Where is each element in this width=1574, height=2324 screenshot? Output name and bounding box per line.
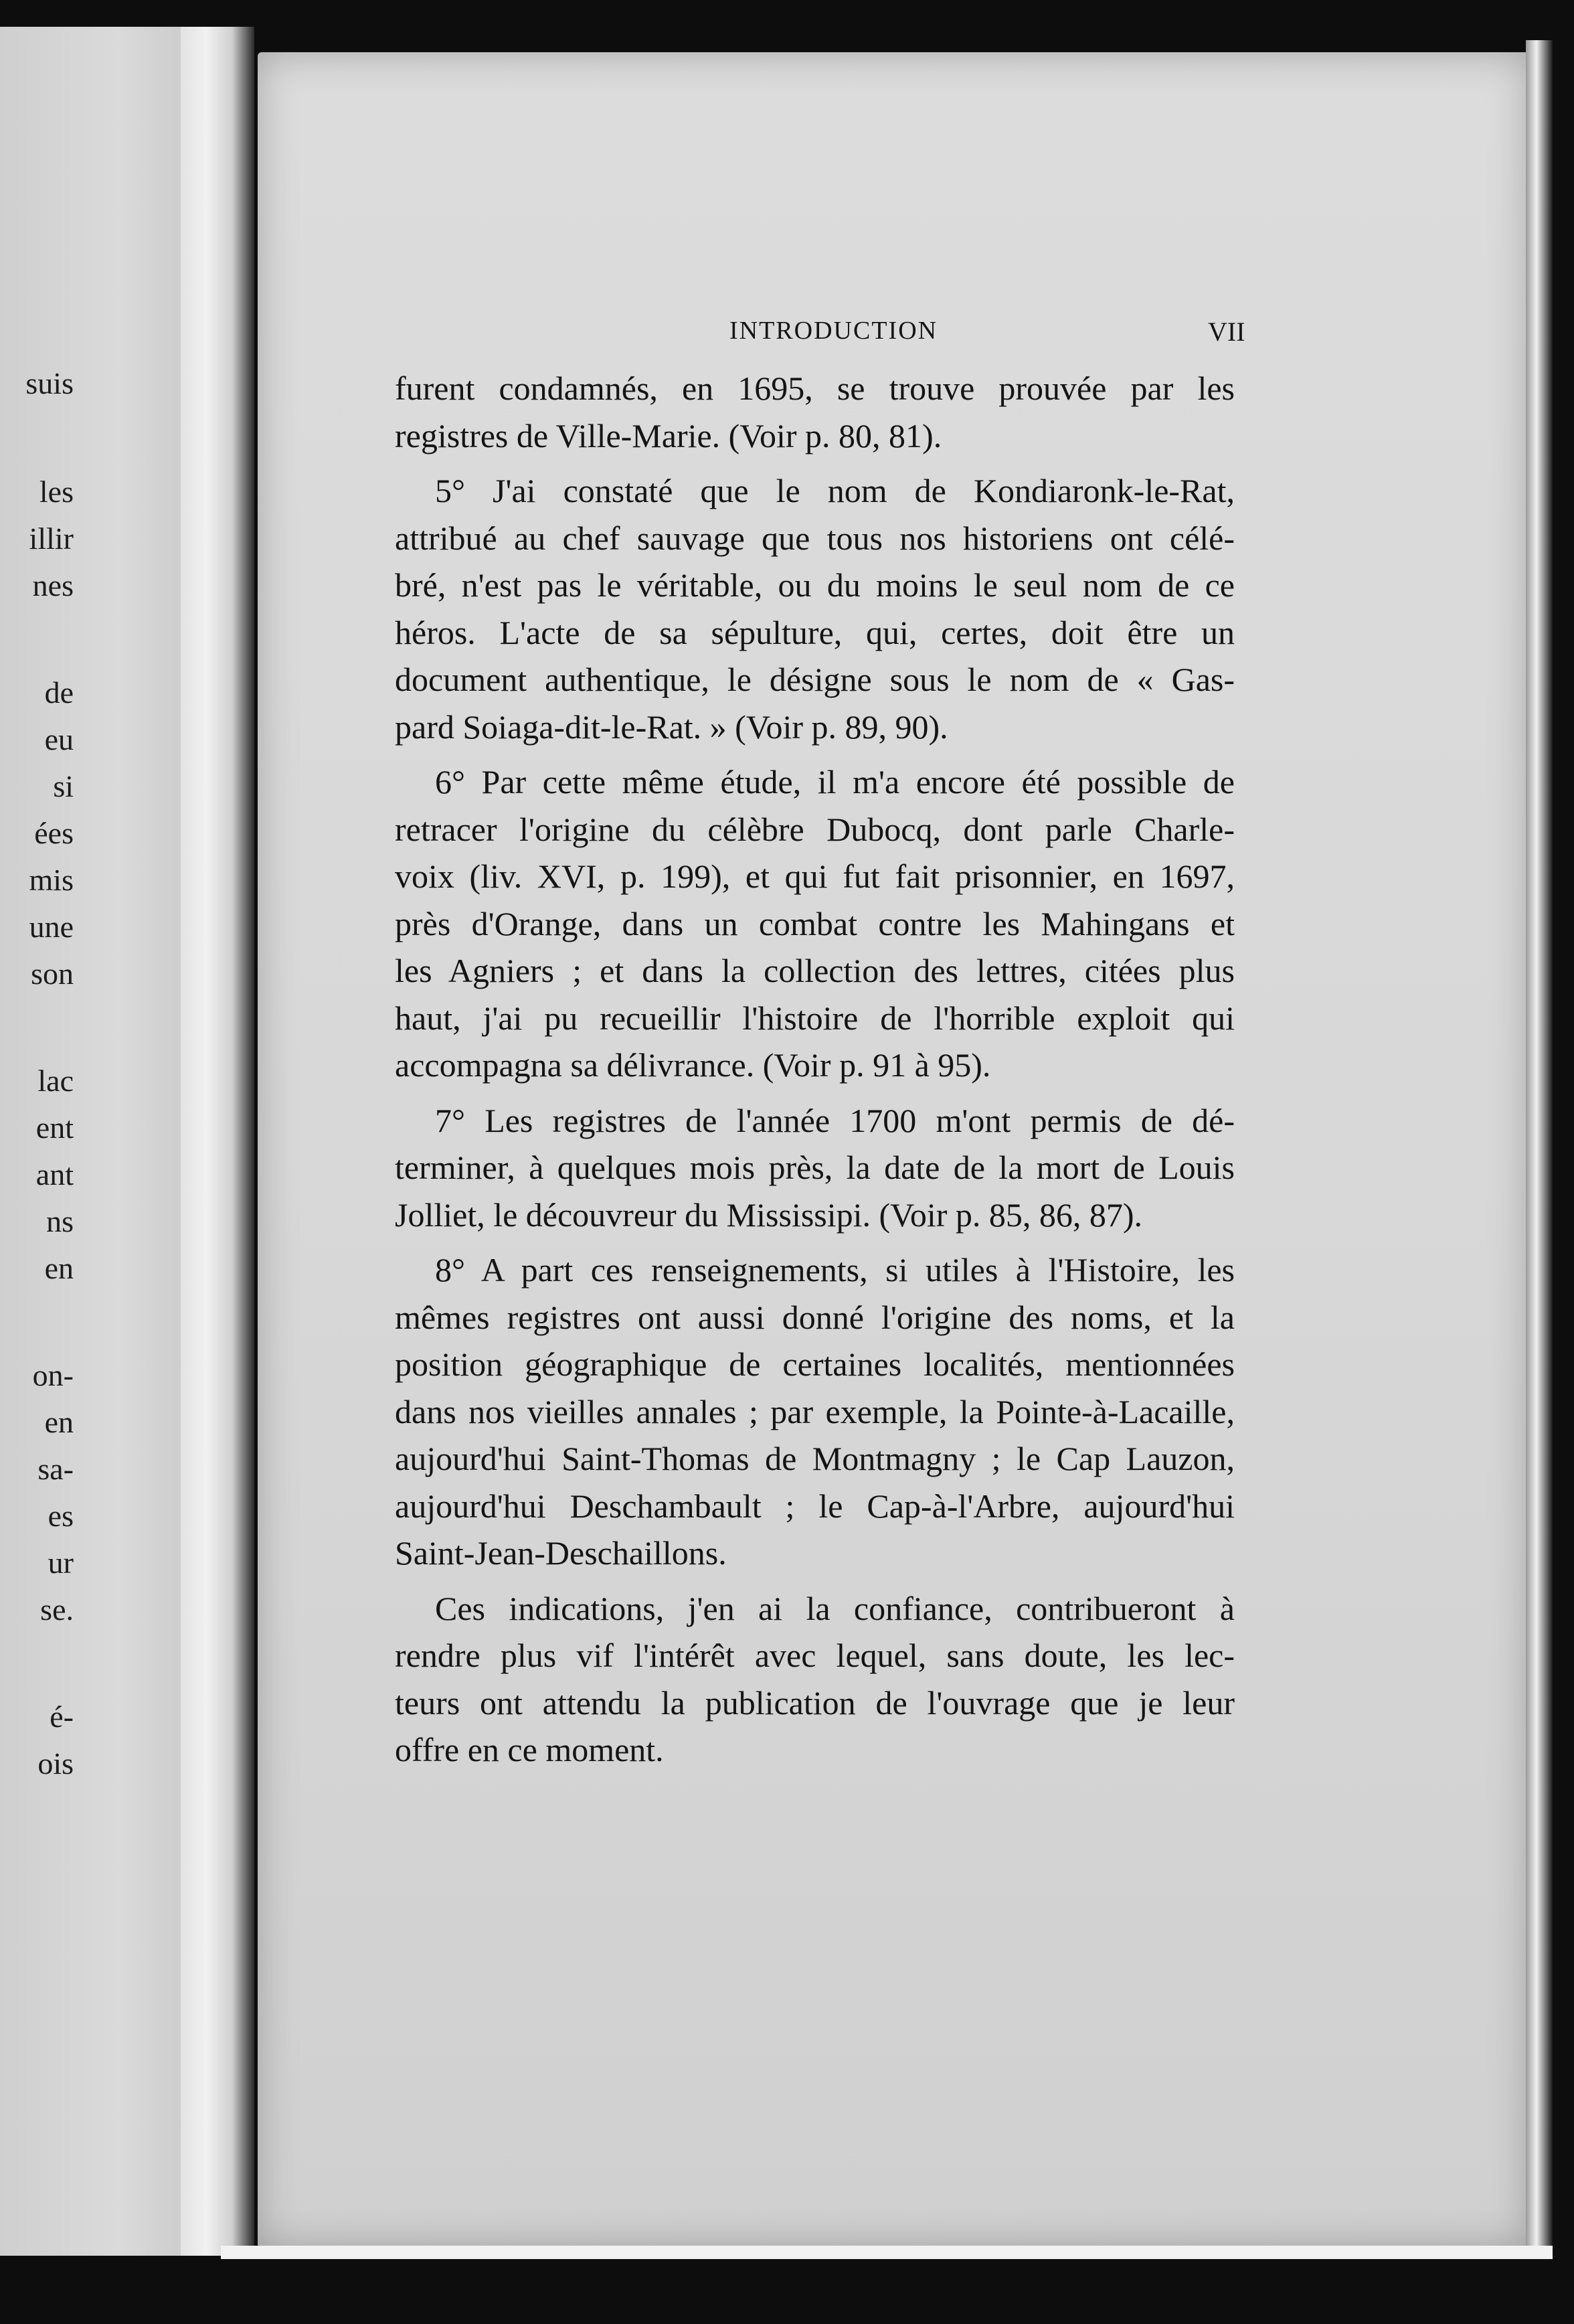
text-line: terminer, à quelques mois près, la date de la mort de Louis [395, 1149, 1235, 1186]
page-gutter-fold [181, 27, 254, 2256]
left-page-fragment: nes [32, 568, 74, 602]
left-page-fragment: ns [46, 1204, 74, 1238]
text-line: aujourd'hui Saint-Thomas de Montmagny ; le Cap Lauzon, [395, 1440, 1235, 1477]
text-line: 5° J'ai constaté que le nom de Kondiaronk-le-Rat, [435, 472, 1235, 509]
left-page-fragment: on- [32, 1358, 74, 1392]
left-page-fragment: en [44, 1251, 74, 1285]
text-line: registres de Ville-Marie. (Voir p. 80, 81). [395, 416, 942, 454]
left-page-fragment: en [44, 1405, 74, 1439]
left-page-fragment: mis [29, 863, 74, 897]
paragraph [395, 365, 1235, 459]
left-page-fragment: sa- [37, 1452, 74, 1486]
left-page-fragment: se. [40, 1592, 74, 1627]
text-line: Saint-Jean-Deschaillons. [395, 1534, 727, 1572]
text-line: dans nos vieilles annales ; par exemple, la Pointe-à-Lacaille, [395, 1392, 1235, 1430]
text-line: haut, j'ai pu recueillir l'histoire de l'horrible exploit qui [395, 999, 1235, 1037]
left-page-fragment: ent [35, 1110, 74, 1145]
page-body [395, 365, 1235, 1782]
text-line: rendre plus vif l'intérêt avec lequel, sans doute, les lec- [395, 1637, 1235, 1674]
text-line: attribué au chef sauvage que tous nos historiens ont célé- [395, 519, 1235, 557]
text-line: offre en ce moment. [395, 1731, 664, 1768]
text-line: teurs ont attendu la publication de l'ouvrage que je leur [395, 1683, 1235, 1722]
text-line: bré, n'est pas le véritable, ou du moins le seul nom de ce [395, 566, 1235, 604]
left-page-fragment: ur [48, 1546, 74, 1580]
text-line: position géographique de certaines localités, mentionnées [395, 1345, 1235, 1383]
page-number: VII [1208, 317, 1245, 347]
page-edge-bottom [221, 2246, 1553, 2259]
left-page-fragment: ant [35, 1157, 74, 1191]
text-line: retracer l'origine du célèbre Dubocq, dont parle Charle- [395, 810, 1235, 848]
left-page-fragment: es [48, 1499, 74, 1533]
text-line: 8° A part ces renseignements, si utiles à l'Histoire, les [435, 1251, 1235, 1289]
previous-page-strip [0, 27, 206, 2256]
left-page-fragment: suis [25, 366, 74, 400]
left-page-fragment: é- [50, 1699, 74, 1734]
left-page-fragment: illir [29, 521, 74, 556]
left-page-fragment: ois [37, 1746, 74, 1780]
page-edge-right [1526, 40, 1553, 2249]
text-line: les Agniers ; et dans la collection des lettres, citées plus [395, 952, 1235, 989]
left-page-fragment: si [53, 769, 74, 803]
text-line: voix (liv. XVI, p. 199), et qui fut fait prisonnier, en 1697, [395, 857, 1235, 895]
text-line: document authentique, le désigne sous le nom de « Gas- [395, 661, 1235, 698]
text-line: Jolliet, le découvreur du Mississipi. (Voir p. 85, 86, 87). [395, 1195, 1143, 1234]
text-line: près d'Orange, dans un combat contre les Mahingans et [395, 904, 1235, 942]
paragraph [395, 1585, 1235, 1774]
text-line: pard Soiaga-dit-le-Rat. » (Voir p. 89, 90). [395, 708, 948, 746]
paragraph [395, 1246, 1235, 1577]
text-line: mêmes registres ont aussi donné l'origine des noms, et la [395, 1298, 1235, 1336]
left-page-fragment: ées [34, 816, 74, 850]
text-line: 6° Par cette même étude, il m'a encore été possible de [435, 763, 1235, 801]
left-page-fragment: une [29, 910, 74, 944]
left-page-fragment: de [44, 675, 74, 710]
paragraph [395, 1097, 1235, 1239]
text-line: 7° Les registres de l'année 1700 m'ont permis de dé- [435, 1101, 1235, 1139]
text-line: héros. L'acte de sa sépulture, qui, certes, doit être un [395, 613, 1235, 651]
text-line: aujourd'hui Deschambault ; le Cap-à-l'Arbre, aujourd'hui [395, 1487, 1235, 1525]
left-page-fragment: eu [44, 722, 74, 756]
text-line: accompagna sa délivrance. (Voir p. 91 à 95). [395, 1046, 991, 1084]
left-page-fragment: les [39, 475, 74, 509]
running-head: INTRODUCTION [729, 317, 938, 345]
text-line: furent condamnés, en 1695, se trouve prouvée par les [395, 369, 1235, 407]
paragraph [395, 467, 1235, 750]
paragraph [395, 758, 1235, 1089]
text-line: Ces indications, j'en ai la confiance, contribueront à [435, 1589, 1235, 1627]
left-page-fragment: lac [37, 1064, 74, 1098]
left-page-fragment: son [31, 957, 74, 991]
